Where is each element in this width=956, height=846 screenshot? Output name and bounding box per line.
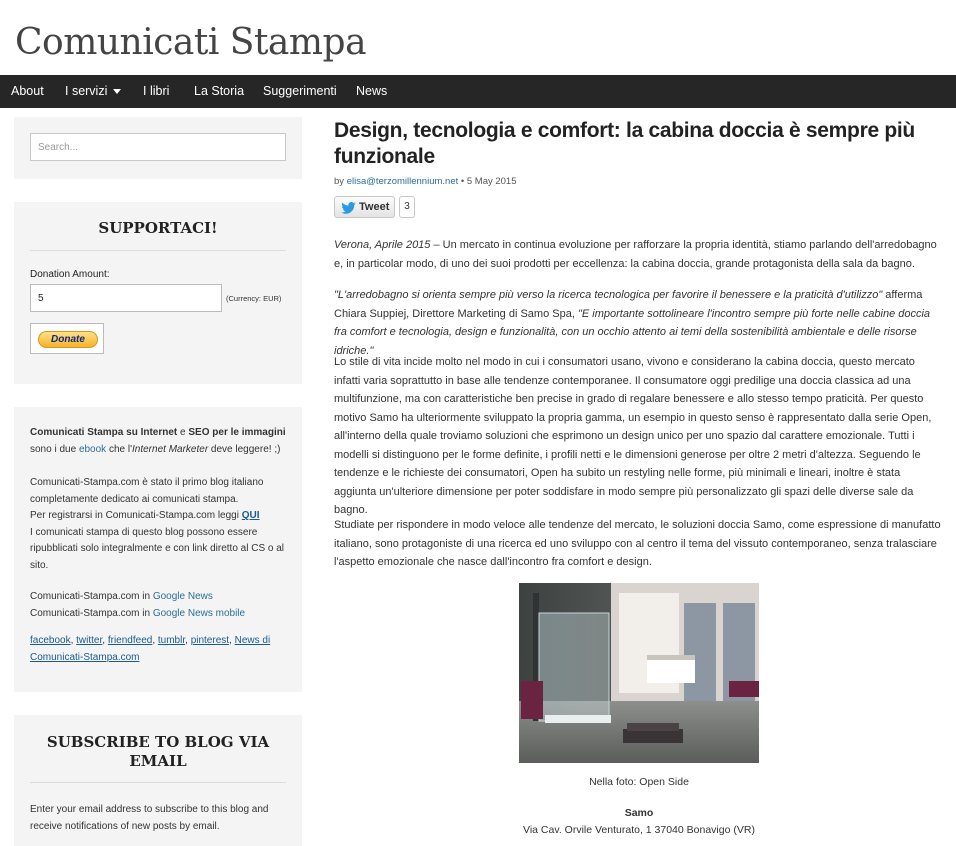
ebooks-text-b: che l' bbox=[106, 443, 132, 455]
google-news-text bbox=[30, 589, 292, 622]
ebooks-and: e bbox=[177, 427, 189, 438]
subscribe-widget bbox=[14, 715, 302, 846]
twitter-bird-icon bbox=[341, 202, 356, 214]
friendfeed-link[interactable]: friendfeed bbox=[107, 635, 153, 646]
p1-text: – Un mercato in continua evoluzione per rafforzare la propria identità, stiamo parlando dell'arredobagno e, in particolar modo, di uno dei suoi prodotti per eccellenza: la cabina doccia, grande protagonista della sala da bagno. bbox=[334, 239, 937, 270]
nav-suggerimenti[interactable]: Suggerimenti bbox=[263, 84, 337, 98]
post-date: 5 May 2015 bbox=[466, 176, 517, 187]
pinterest-link[interactable]: pinterest bbox=[190, 635, 230, 646]
quote-1: "L'arredobagno si orienta sempre più verso la ricerca tecnologica per favorire il benessere e la praticità d'utilizzo" bbox=[334, 289, 883, 301]
ebook-title-1: Comunicati Stampa su Internet bbox=[30, 427, 178, 438]
byline-separator: • bbox=[458, 176, 467, 187]
quote-2: "E importante sottolineare l'incontro sempre più forte nelle cabine doccia fra comfort e tecnologia, design e funzionalità, con un occhio attento ai temi della sostenibilità ambientale e delle risorse idriche." bbox=[334, 307, 931, 357]
company-name: Samo bbox=[624, 807, 654, 819]
ebooks-text-d: deve leggere! ;) bbox=[208, 443, 281, 455]
caret-down-icon bbox=[113, 89, 121, 94]
about-blog-p1: Comunicati-Stampa.com è stato il primo blog italiano completamente dedicato ai comunicati stampa. bbox=[30, 477, 264, 505]
currency-label: (Currency: EUR) bbox=[226, 294, 282, 303]
google-news-mobile-link[interactable]: Google News mobile bbox=[152, 607, 246, 619]
register-text: Per registrarsi in Comunicati-Stampa.com leggi bbox=[30, 510, 242, 521]
republish-text: I comunicati stampa di questo blog possono essere ripubblicati solo integralmente e con link diretto al CS o al sito. bbox=[30, 526, 285, 571]
about-blog-text bbox=[30, 475, 292, 574]
info-widget bbox=[14, 407, 302, 692]
nav-about[interactable]: About bbox=[11, 84, 44, 98]
site-title[interactable]: Comunicati Stampa bbox=[15, 22, 367, 63]
search-widget bbox=[14, 117, 302, 179]
support-title: SUPPORTACI! bbox=[98, 219, 218, 237]
post-paragraph-2 bbox=[334, 286, 944, 360]
byline-by: by bbox=[334, 176, 347, 187]
google-news-mobile-prefix: Comunicati-Stampa.com in bbox=[30, 607, 153, 619]
facebook-link[interactable]: facebook bbox=[30, 635, 71, 646]
post-byline bbox=[334, 176, 517, 187]
google-news-prefix: Comunicati-Stampa.com in bbox=[30, 591, 153, 602]
tweet-count: 3 bbox=[399, 196, 415, 218]
register-qui-link[interactable]: QUI bbox=[241, 510, 260, 521]
post-paragraph-1 bbox=[334, 236, 944, 273]
donation-amount-label: Donation Amount: bbox=[30, 269, 110, 280]
ebooks-text-a: sono i due bbox=[30, 443, 79, 455]
main-nav bbox=[0, 75, 956, 108]
post-title[interactable]: Design, tecnologia e comfort: la cabina doccia è sempre più funzionale bbox=[334, 119, 915, 168]
news-link[interactable]: News di Comunicati-Stampa.com bbox=[30, 635, 271, 663]
company-address: Via Cav. Orvile Venturato, 1 37040 Bonavigo (VR) bbox=[523, 824, 755, 836]
post-image-shower[interactable] bbox=[519, 583, 759, 763]
search-input[interactable] bbox=[30, 133, 286, 161]
twitter-link[interactable]: twitter bbox=[76, 635, 103, 646]
ebooks-text bbox=[30, 425, 292, 458]
donate-box bbox=[30, 323, 104, 354]
tweet-button[interactable] bbox=[334, 196, 395, 218]
divider bbox=[30, 250, 286, 251]
donation-amount-input[interactable] bbox=[30, 284, 222, 312]
support-widget bbox=[14, 202, 302, 384]
bathroom-photo bbox=[519, 583, 759, 763]
ebook-link[interactable]: ebook bbox=[78, 443, 107, 455]
subscribe-title: SUBSCRIBE TO BLOG VIA EMAIL bbox=[46, 733, 270, 770]
subscribe-text: Enter your email address to subscribe to this blog and receive notifications of new posts by email. bbox=[30, 804, 269, 832]
nav-i-servizi-label: I servizi bbox=[65, 84, 108, 98]
divider bbox=[30, 782, 286, 783]
ebook-title-2: SEO per le immagini bbox=[188, 427, 286, 438]
ebooks-text-c: Internet Marketer bbox=[132, 443, 209, 455]
google-news-link[interactable]: Google News bbox=[152, 591, 213, 602]
nav-news[interactable]: News bbox=[356, 84, 388, 98]
donate-button[interactable]: Donate bbox=[38, 331, 98, 348]
author-link[interactable]: elisa@terzomillennium.net bbox=[346, 176, 459, 187]
post-paragraph-3: Lo stile di vita incide molto nel modo in cui i consumatori usano, vivono e considerano la cabina doccia, questo mercato infatti varia soprattutto in base alle tendenze contemporanee. Il consumatore oggi predilige una doccia classica ad una multifunzione, ma con caratteristiche ben precise in grado di regalare benessere e allo stesso tempo praticità. Per questo motivo Samo ha ulteriormente sviluppato la propria gamma, un esempio in questo senso è rappresentato dalla serie Open, all'interno della quale troviamo soluzioni che esprimono un design unico per uno spazio dal carattere emozionale. Tutti i modelli si distinguono per le forme definite, i profili netti e le dimensioni generose per oltre 2 metri d'altezza. Seguendo le tendenze e le richieste dei consumatori, Open ha subito un restyling nelle forme, più minimali e lineari, inoltre è stata aggiunta un'ulteriore dimensione per poter soddisfare in modo sempre più personalizzato gli spazi delle diverse sale da bagno. bbox=[334, 356, 932, 516]
nav-la-storia[interactable]: La Storia bbox=[194, 84, 245, 98]
tumblr-link[interactable]: tumblr bbox=[157, 635, 186, 646]
post-paragraph-4: Studiate per rispondere in modo veloce alle tendenze del mercato, le soluzioni doccia Samo, come espressione di manufatto italiano, sono protagoniste di una ricerca ed uno sviluppo con al centro il tema del vissuto contemporaneo, senza tralasciare l'aspetto emozionale che nasce dall'incontro fra comfort e design. bbox=[334, 519, 941, 568]
tweet-label: Tweet bbox=[359, 201, 390, 213]
dateline: Verona, Aprile 2015 bbox=[334, 239, 431, 251]
social-links: facebook, twitter, friendfeed, tumblr, pinterest, News di Comunicati-Stampa.com bbox=[30, 635, 271, 663]
image-caption: Nella foto: Open Side bbox=[589, 776, 689, 788]
p2-text: afferma Chiara Suppiej, Direttore Marketing di Samo Spa, bbox=[334, 289, 923, 320]
nav-i-libri[interactable]: I libri bbox=[143, 84, 170, 98]
nav-i-servizi[interactable] bbox=[65, 75, 121, 108]
